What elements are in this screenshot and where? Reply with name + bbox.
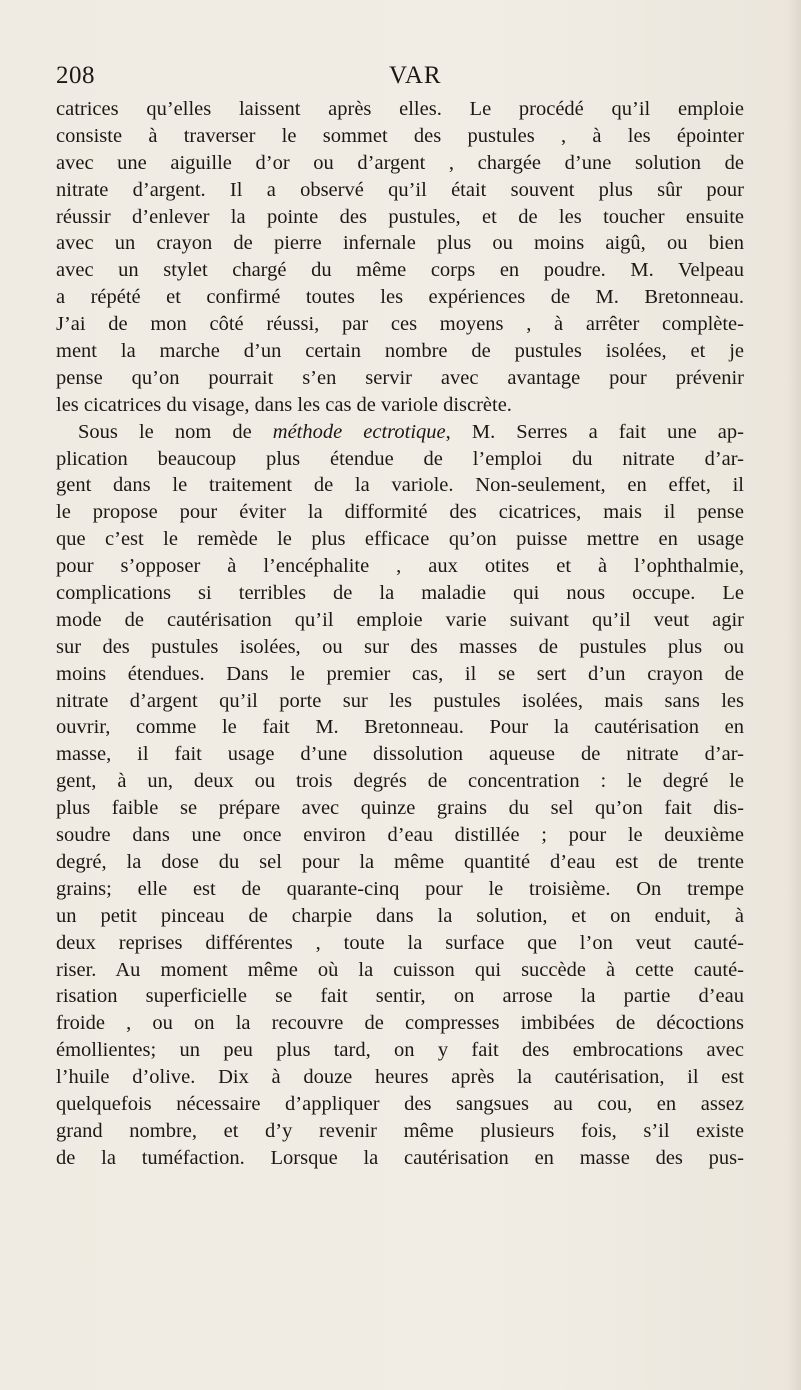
text-line: mode de cautérisation qu’il emploie varie suivant qu’il veut agir <box>56 608 744 631</box>
page-edge-shadow <box>787 0 801 1390</box>
text-line: réussir d’enlever la pointe des pustules, et de les toucher ensuite <box>56 205 744 228</box>
text-line: degré, la dose du sel pour la même quantité d’eau est de trente <box>56 850 744 873</box>
text-line: froide , ou on la recouvre de compresses imbibées de décoctions <box>56 1012 744 1035</box>
text-line: que c’est le remède le plus efficace qu’on puisse mettre en usage <box>56 528 744 551</box>
text-line: plication beaucoup plus étendue de l’emploi du nitrate d’ar- <box>56 447 744 470</box>
text-line: consiste à traverser le sommet des pustules , à les épointer <box>56 124 744 147</box>
body-text <box>56 96 744 1172</box>
text-line: J’ai de mon côté réussi, par ces moyens , à arrêter complète- <box>56 313 744 336</box>
text-line: soudre dans une once environ d’eau distillée ; pour le deuxième <box>56 824 744 847</box>
running-head: VAR <box>389 62 442 89</box>
text-line: avec une aiguille d’or ou d’argent , chargée d’une solution de <box>56 151 744 174</box>
text-line: deux reprises différentes , toute la surface que l’on veut cauté- <box>56 931 744 954</box>
page-header <box>56 62 744 92</box>
text-line: de la tuméfaction. Lorsque la cautérisation en masse des pus- <box>56 1146 744 1169</box>
text-line: sur des pustules isolées, ou sur des masses de pustules plus ou <box>56 635 744 658</box>
text-line: quelquefois nécessaire d’appliquer des sangsues au cou, en assez <box>56 1092 744 1115</box>
text-line: plus faible se prépare avec quinze grains du sel qu’on fait dis- <box>56 797 744 820</box>
text-line: un petit pinceau de charpie dans la solution, et on enduit, à <box>56 904 744 927</box>
text-line: les cicatrices du visage, dans les cas de variole discrète. <box>56 393 512 416</box>
italic-term: méthode ectrotique <box>272 420 446 443</box>
text-line: moins étendues. Dans le premier cas, il se sert d’un crayon de <box>56 662 744 685</box>
text-segment: Sous le nom de <box>78 420 273 443</box>
text-line: pour s’opposer à l’encéphalite , aux otites et à l’ophthalmie, <box>56 555 744 578</box>
text-line: l’huile d’olive. Dix à douze heures après la cautérisation, il est <box>56 1066 744 1089</box>
text-line: gent, à un, deux ou trois degrés de concentration : le degré le <box>56 770 744 793</box>
text-line: pense qu’on pourrait s’en servir avec avantage pour prévenir <box>56 366 744 389</box>
text-line: le propose pour éviter la difformité des cicatrices, mais il pense <box>56 501 744 524</box>
text-line: nitrate d’argent qu’il porte sur les pustules isolées, mais sans les <box>56 689 744 712</box>
text-line: catrices qu’elles laissent après elles. Le procédé qu’il emploie <box>56 98 744 120</box>
text-line: grand nombre, et d’y revenir même plusieurs fois, s’il existe <box>56 1119 744 1142</box>
text-line: grains; elle est de quarante-cinq pour le troisième. On trempe <box>56 877 744 900</box>
text-line: ouvrir, comme le fait M. Bretonneau. Pour la cautérisation en <box>56 716 744 739</box>
text-line: ment la marche d’un certain nombre de pustules isolées, et je <box>56 340 744 363</box>
page-number: 208 <box>56 62 95 89</box>
text-line: nitrate d’argent. Il a observé qu’il était souvent plus sûr pour <box>56 178 744 201</box>
text-line-with-italic <box>56 419 744 446</box>
text-segment: , M. Serres a fait une ap- <box>445 420 744 443</box>
text-line: risation superficielle se fait sentir, on arrose la partie d’eau <box>56 985 744 1008</box>
text-line: riser. Au moment même où la cuisson qui succède à cette cauté- <box>56 958 744 981</box>
text-line: masse, il fait usage d’une dissolution aqueuse de nitrate d’ar- <box>56 743 744 766</box>
text-line: émollientes; un peu plus tard, on y fait des embrocations avec <box>56 1039 744 1062</box>
text-line: gent dans le traitement de la variole. Non-seulement, en effet, il <box>56 474 744 497</box>
text-line: avec un crayon de pierre infernale plus ou moins aigû, ou bien <box>56 232 744 255</box>
text-line: avec un stylet chargé du même corps en poudre. M. Velpeau <box>56 259 744 282</box>
text-line: a répété et confirmé toutes les expériences de M. Bretonneau. <box>56 286 744 309</box>
text-line: complications si terribles de la maladie qui nous occupe. Le <box>56 582 744 605</box>
